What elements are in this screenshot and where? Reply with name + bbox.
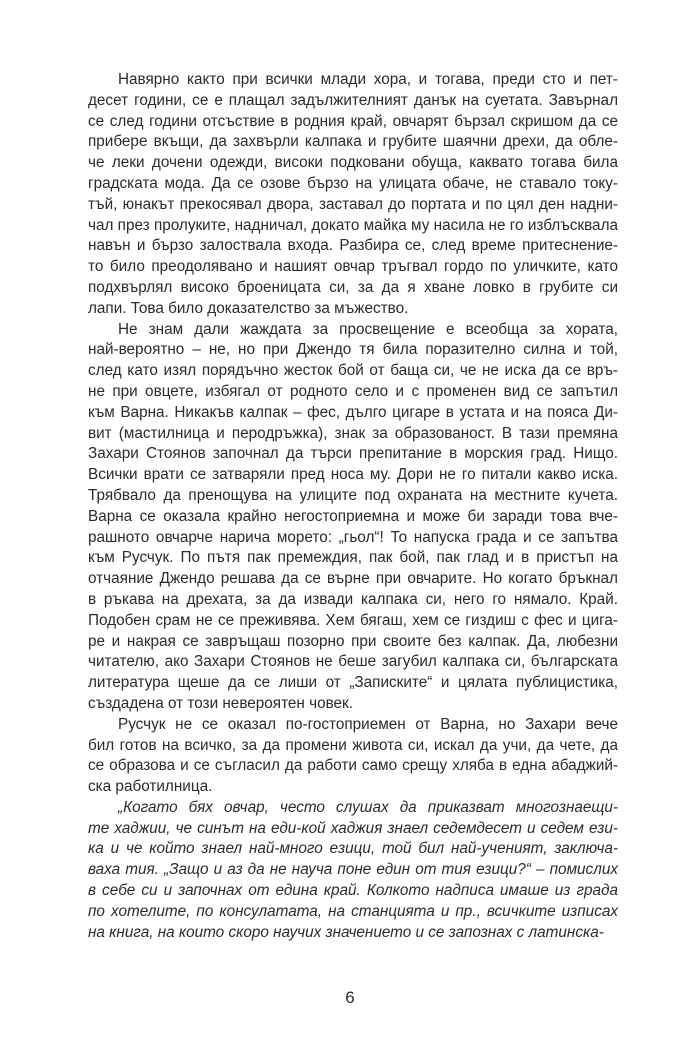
text-line: Варна се оказала крайно негостоприемна и може би заради това вче- — [88, 507, 618, 525]
text-line: не при овцете, избягал от родното село и с променен вид се запътил — [88, 382, 618, 400]
page-body — [88, 70, 618, 943]
text-paragraph — [88, 715, 618, 798]
text-line: лапи. Това било доказателство за мъжество. — [88, 299, 409, 317]
text-line: ска работилница. — [88, 778, 213, 796]
text-line: чал през пролуките, надничал, докато майка му насила не го изблъсквала — [88, 216, 618, 234]
text-line: читателю, ако Захари Стоянов не беше загубил калпака си, българската — [88, 653, 618, 671]
text-line: Русчук не се оказал по-гостоприемен от Варна, но Захари вече — [118, 715, 618, 733]
text-line: Подобен срам не се преживява. Хем бягаш, хем се гиздиш с фес и цига- — [88, 611, 618, 629]
text-line: най-вероятно – не, но при Джендо тя била поразително силна и той, — [88, 341, 618, 359]
text-line: по хотелите, по консулатата, на станцията и пр., всичките изписах — [88, 902, 618, 920]
text-line: Захари Стоянов започнал да търси препитание в морския град. Нищо. — [88, 445, 618, 463]
text-line: ка и че който знаел най-много езици, той бил най-ученият, заключа- — [88, 840, 618, 858]
text-line: тъй, юнакът прекосявал двора, заставал до портата и по цял ден надни- — [88, 195, 618, 213]
text-line: създадена от този невероятен човек. — [88, 694, 353, 712]
text-paragraph — [88, 320, 618, 715]
text-line: Навярно както при всички млади хора, и тогава, преди сто и пет- — [118, 71, 618, 88]
text-line: навън и бързо залоствала входа. Разбира се, след време притеснение- — [88, 237, 618, 255]
text-line: към Русчук. По пътя пак премеждия, пак бой, пак глад и в пристъп на — [88, 549, 618, 567]
text-line: градската мода. Да се озове бързо на улицата обаче, не ставало току- — [88, 174, 618, 192]
text-line: прибере вкъщи, да захвърли калпака и грубите шаячни дрехи, да обле- — [88, 133, 618, 151]
page-number: 6 — [345, 988, 355, 1007]
text-line: Всички врати се затваряли пред носа му. Дори не го питали какво иска. — [88, 466, 618, 484]
text-line: рашното овчарче нарича морето: „гьол“! То напуска града и се запътва — [88, 528, 618, 546]
text-line: ре и накрая се завръщаш позорно при своите без калпак. Да, любезни — [88, 632, 618, 650]
text-line: вит (мастилница и перодръжка), знак за образованост. В тази премяна — [88, 424, 618, 442]
text-line: ваха тия. „Защо и аз да не науча поне един от тия езици?“ – помислих — [88, 861, 618, 879]
text-line: бил готов на всичко, за да промени живота си, искал да учи, да чете, да — [88, 736, 618, 754]
text-line: се след години отсъствие в родния край, овчарят бързал скришом да се — [88, 112, 618, 130]
text-line: се образова и се съгласил да работи само срещу хляба в една абаджий- — [88, 757, 618, 775]
quote-paragraph — [88, 798, 618, 944]
text-line: след като изял порядъчно жесток бой от баща си, че не иска да се връ- — [88, 362, 618, 380]
text-line: десет години, се е плащал задължителният данък на суетата. Завърнал — [88, 91, 618, 109]
text-line: в ръкава на дрехата, за да извади калпака си, него го нямало. Край. — [88, 590, 618, 608]
text-line: те хаджии, че синът на еди-кой хаджия знаел седемдесет и седем ези- — [88, 819, 618, 837]
text-paragraph — [88, 70, 618, 320]
text-line: то било преодолявано и нашият овчар тръгвал гордо по уличките, като — [88, 258, 618, 276]
text-line: че леки дочени одежди, високи подковани обуща, каквато тогава била — [88, 154, 618, 172]
text-line: литература щеше да се лиши от „Записките“ и цялата публицистика, — [88, 674, 618, 692]
text-line: Не знам дали жаждата за просвещение е всеобща за хората, — [118, 320, 618, 338]
text-line: отчаяние Джендо решава да се върне при овчарите. Но когато бръкнал — [88, 570, 618, 588]
text-line: „Когато бях овчар, често слушах да приказват многознаещи- — [118, 798, 618, 816]
text-line: Трябвало да пренощува на улиците под охраната на местните кучета. — [88, 486, 618, 504]
text-line: към Варна. Никакъв калпак – фес, дълго цигаре в устата и на пояса Ди- — [88, 403, 618, 421]
text-line: подхвърлял високо броеницата си, за да я хване ловко в грубите си — [88, 278, 618, 296]
text-line: в себе си и започнах от едина край. Колкото надписа имаше из града — [88, 882, 618, 900]
text-line: на книга, на които скоро научих значението и се запознах с латинска- — [88, 923, 604, 941]
